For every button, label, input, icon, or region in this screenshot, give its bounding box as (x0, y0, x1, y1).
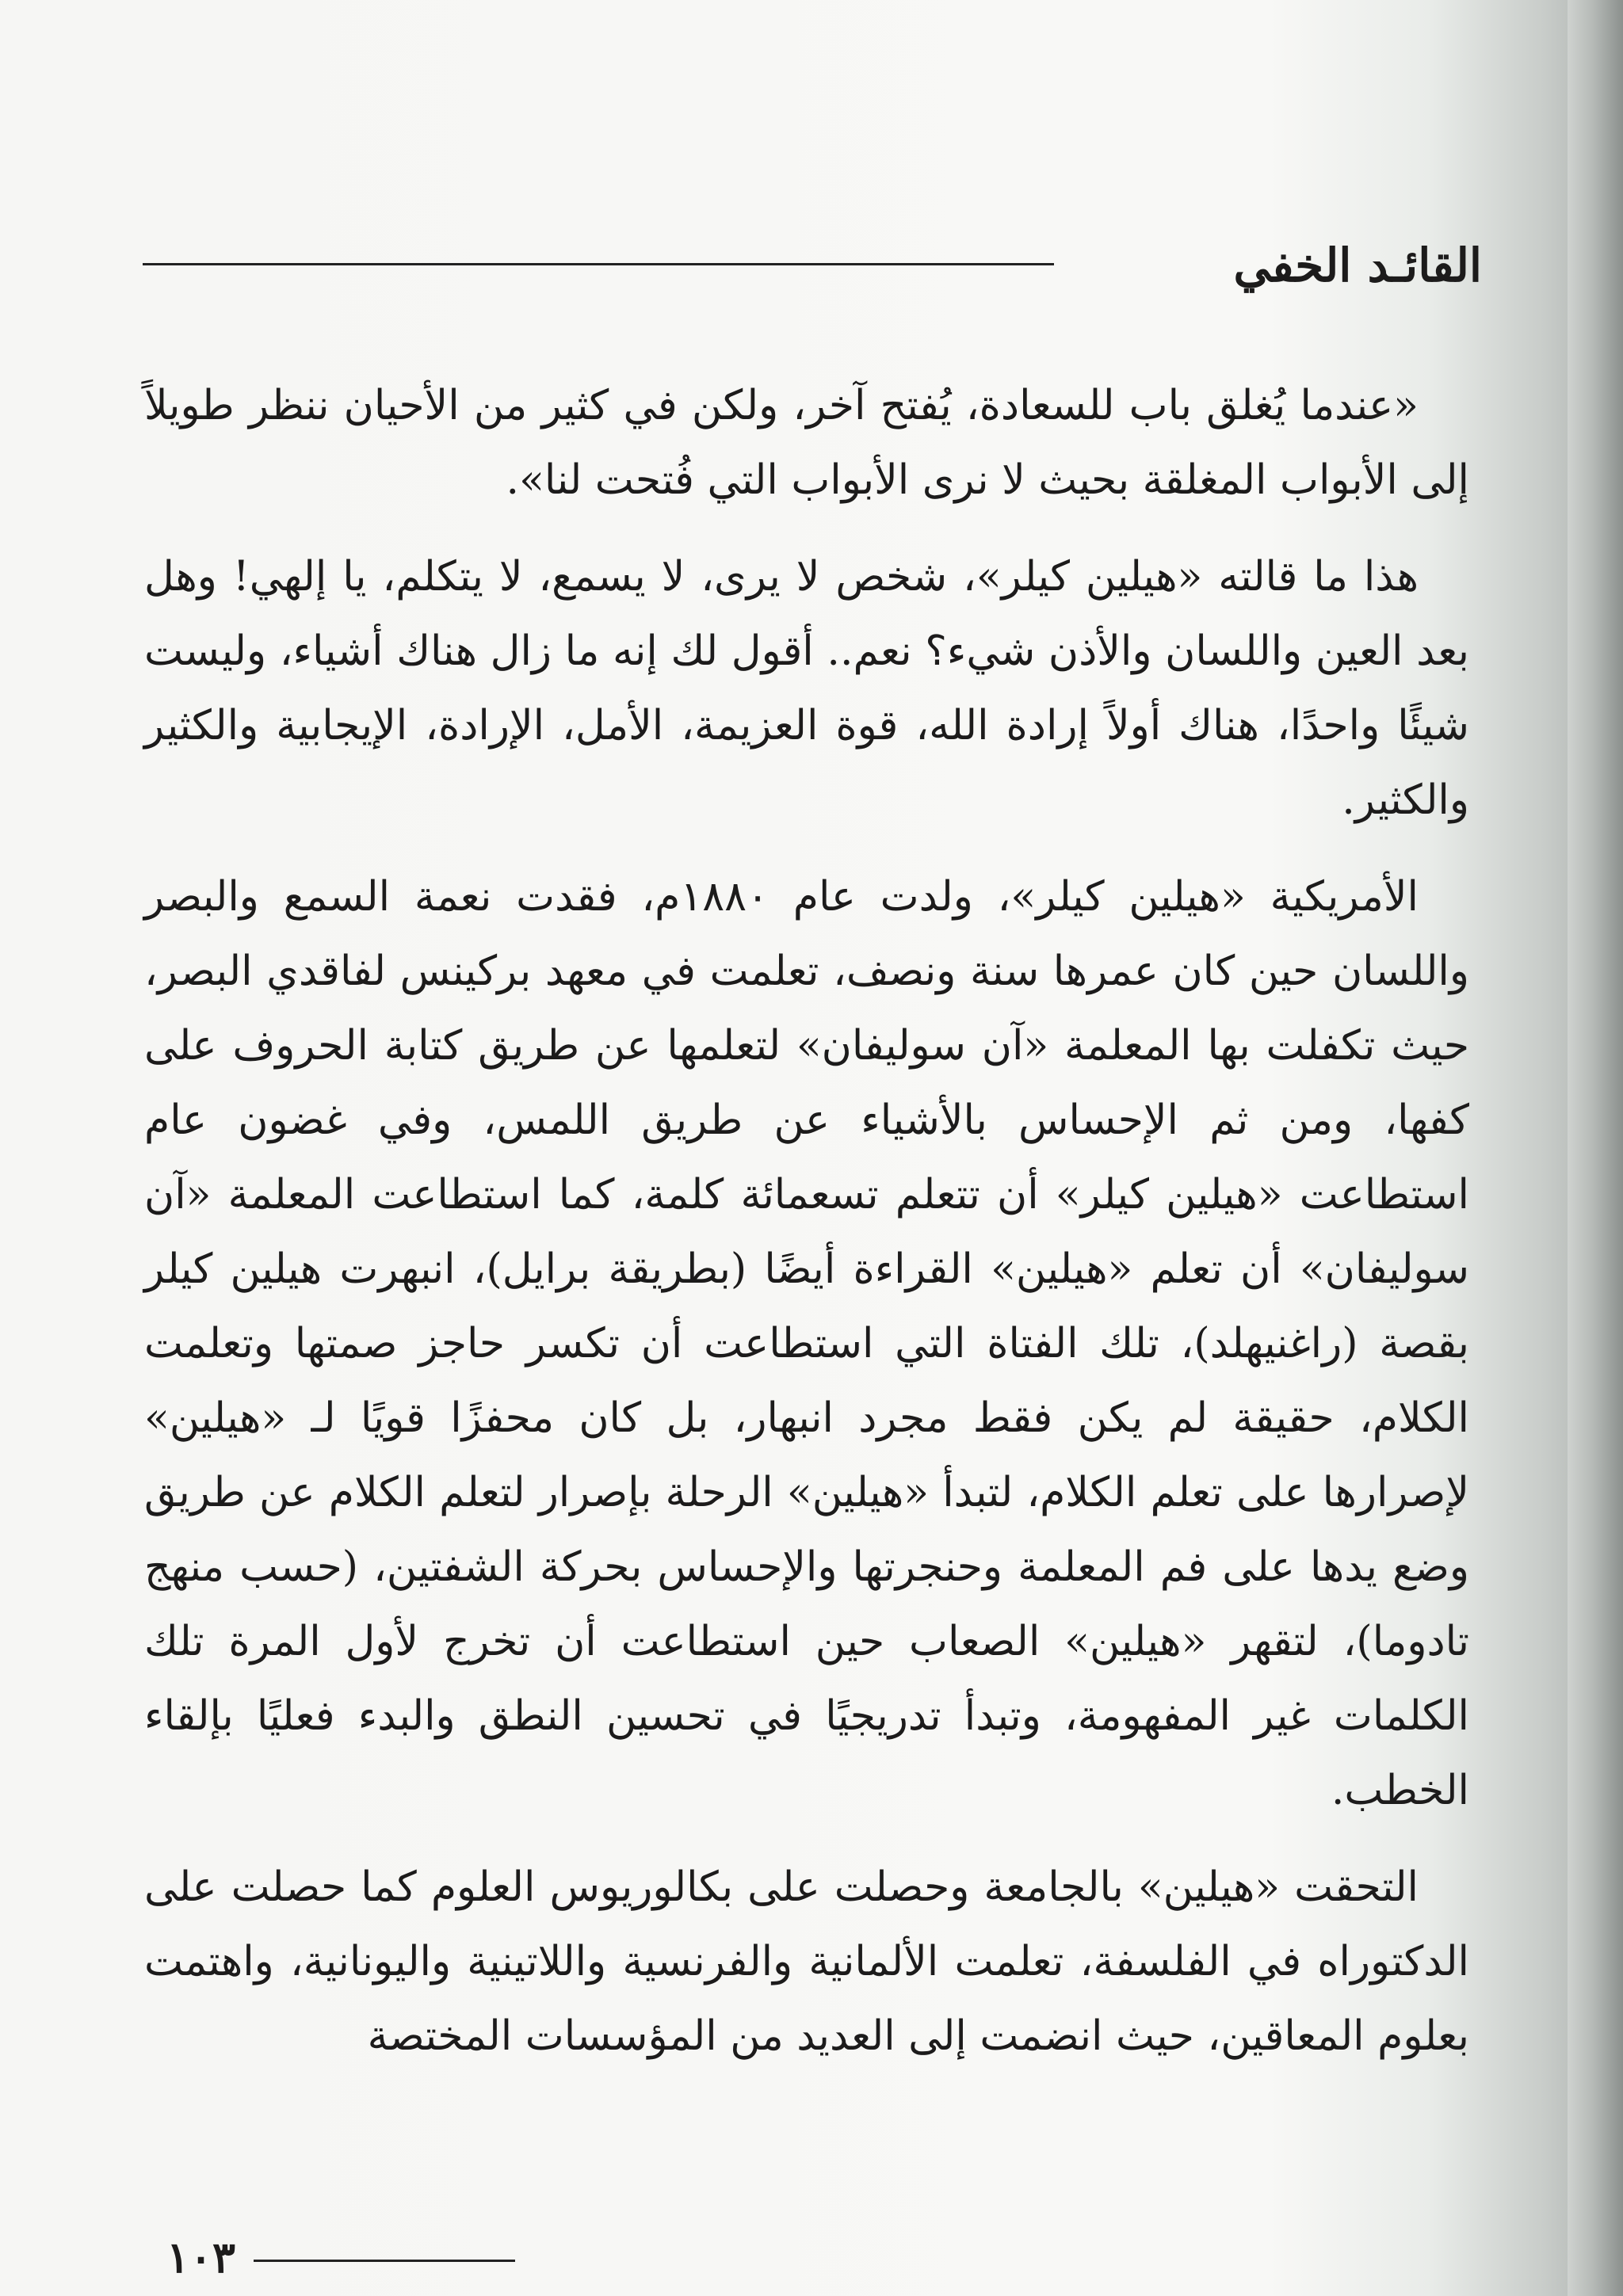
footer-rule (254, 2260, 515, 2262)
header-rule (143, 263, 1054, 265)
page-number: ١٠٣ (166, 2232, 236, 2283)
paragraph-biography: الأمريكية «هيلين كيلر»، ولدت عام ١٨٨٠م، فقدت نعمة السمع والبصر واللسان حين كان عمرها سنة ونصف، تعلمت في معهد بركينس لفاقدي البصر، حيث تكفلت بها المعلمة «آن سوليفان» لتعلمها عن طريق كتابة الحروف على كفها، ومن ثم الإحساس بالأشياء عن طريق اللمس، وفي غضون عام استطاعت «هيلين كيلر» أن تتعلم تسعمائة كلمة، كما استطاعت المعلمة «آن سوليفان» أن تعلم «هيلين» القراءة أيضًا (بطريقة برايل)، انبهرت هيلين كيلر بقصة (راغنيهلد)، تلك الفتاة التي استطاعت أن تكسر حاجز صمتها وتعلمت الكلام، حقيقة لم يكن فقط مجرد انبهار، بل كان محفزًا قويًا لـ «هيلين» لإصرارها على تعلم الكلام، لتبدأ «هيلين» الرحلة بإصرار لتعلم الكلام عن طريق وضع يدها على فم المعلمة وحنجرتها والإحساس بحركة الشفتين، (حسب منهج تادوما)، لتقهر «هيلين» الصعاب حين استطاعت أن تخرج لأول المرة تلك الكلمات غير المفهومة، وتبدأ تدريجيًا في تحسين النطق والبدء فعليًا بإلقاء الخطب. (144, 873, 1469, 1814)
running-title: القائـد الخفي (1233, 238, 1482, 292)
body-text (144, 368, 1469, 2096)
paragraph-education: التحقت «هيلين» بالجامعة وحصلت على بكالوريوس العلوم كما حصلت على الدكتوراه في الفلسفة، تعلمت الألمانية والفرنسية واللاتينية واليونانية، واهتمت بعلوم المعاقين، حيث انضمت إلى العديد من المؤسسات المختصة (144, 1863, 1469, 2060)
page-header (143, 238, 1482, 309)
paragraph-introduction: هذا ما قالته «هيلين كيلر»، شخص لا يرى، لا يسمع، لا يتكلم، يا إلهي! وهل بعد العين واللسان والأذن شيء؟ نعم.. أقول لك إنه ما زال هناك أشياء، وليست شيئًا واحدًا، هناك أولاً إرادة الله، قوة العزيمة، الأمل، الإرادة، الإيجابية والكثير والكثير. (144, 553, 1469, 824)
page-footer (166, 2232, 515, 2283)
page-binding-shadow (1568, 0, 1623, 2296)
paragraph-quote: «عندما يُغلق باب للسعادة، يُفتح آخر، ولكن في كثير من الأحيان ننظر طويلاً إلى الأبواب المغلقة بحيث لا نرى الأبواب التي فُتحت لنا». (144, 382, 1469, 504)
